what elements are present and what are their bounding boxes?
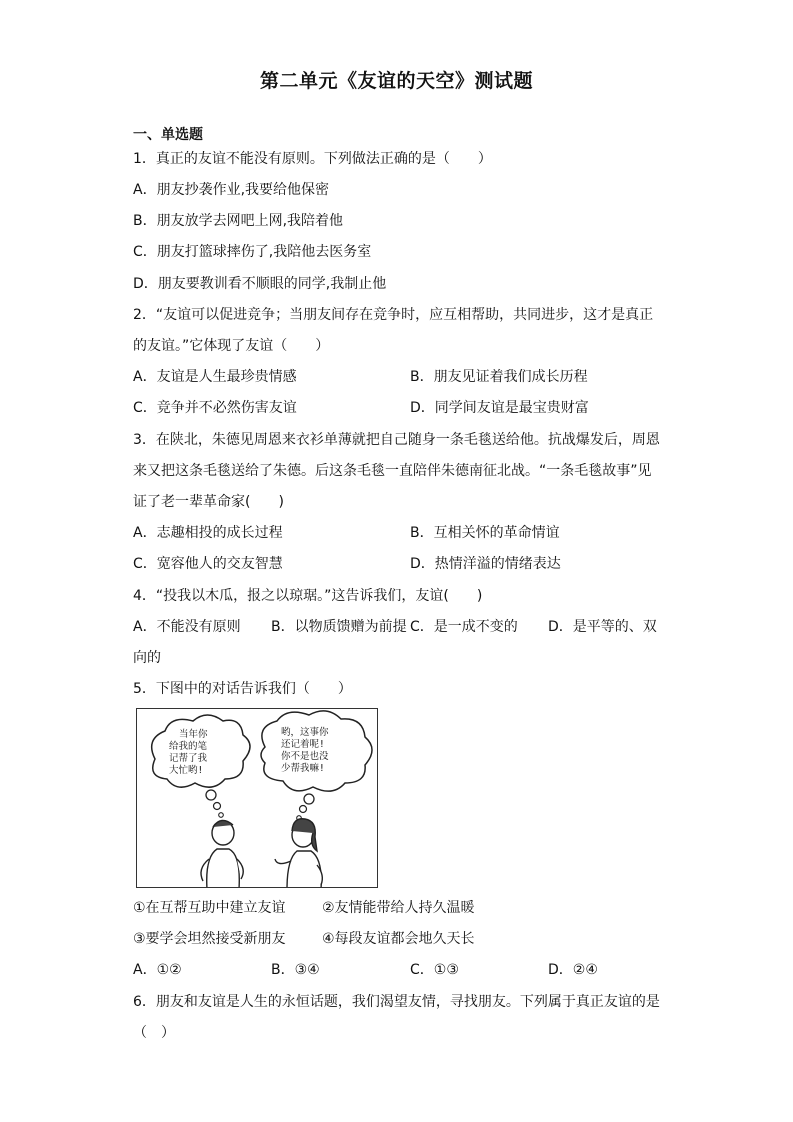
right-bubble-line: 少帮我嘛! bbox=[281, 763, 325, 774]
q3-stem-line2: 来又把这条毛毯送给了朱德。后这条毛毯一直陪伴朱德南征北战。“一条毛毯故事”见 bbox=[133, 463, 652, 479]
q2-stem-line1: 2．“友谊可以促进竞争；当朋友间存在竞争时，应互相帮助，共同进步，这才是真正 bbox=[133, 307, 654, 323]
q2-option-b: B．朋友见证着我们成长历程 bbox=[410, 369, 588, 385]
q5-statement-2: ②友情能带给人持久温暖 bbox=[322, 900, 475, 916]
right-bubble-text bbox=[281, 727, 329, 775]
left-bubble-line: 大忙哟! bbox=[169, 765, 204, 776]
left-bubble-line: 记帮了我 bbox=[169, 753, 208, 764]
right-bubble-line: 你不是也没 bbox=[281, 751, 329, 762]
q4-stem: 4．“投我以木瓜，报之以琼琚。”这告诉我们，友谊( ) bbox=[133, 588, 483, 604]
q1-stem: 1．真正的友谊不能没有原则。下列做法正确的是（ ） bbox=[133, 151, 492, 167]
q5-option-d: D．②④ bbox=[548, 962, 598, 978]
left-bubble-text bbox=[169, 729, 208, 777]
q3-stem-line1: 3．在陕北，朱德见周恩来衣衫单薄就把自己随身一条毛毯送给他。抗战爆发后，周恩 bbox=[133, 432, 660, 448]
q1-option-b: B．朋友放学去网吧上网,我陪着他 bbox=[133, 213, 344, 229]
q5-statement-4: ④每段友谊都会地久天长 bbox=[322, 931, 475, 947]
q6-stem-line1: 6．朋友和友谊是人生的永恒话题，我们渴望友情，寻找朋友。下列属于真正友谊的是 bbox=[133, 994, 660, 1010]
q2-option-d: D．同学间友谊是最宝贵财富 bbox=[410, 400, 589, 416]
q3-stem-line3: 证了老一辈革命家( ) bbox=[133, 494, 284, 510]
q1-option-c: C．朋友打篮球摔伤了,我陪他去医务室 bbox=[133, 244, 372, 260]
q5-option-a: A．①② bbox=[133, 962, 182, 978]
q2-option-c: C．竞争并不必然伤害友谊 bbox=[133, 400, 297, 416]
document-title: 第二单元《友谊的天空》测试题 bbox=[259, 70, 533, 92]
q5-statement-1: ①在互帮互助中建立友谊 bbox=[133, 900, 286, 916]
q3-option-d: D．热情洋溢的情绪表达 bbox=[410, 556, 561, 572]
q3-option-b: B．互相关怀的革命情谊 bbox=[410, 525, 560, 541]
q5-option-b: B．③④ bbox=[271, 962, 320, 978]
q5-stem: 5．下图中的对话告诉我们（ ） bbox=[133, 681, 352, 697]
q6-stem-line2: （ ） bbox=[133, 1025, 175, 1041]
q1-option-d: D．朋友要教训看不顺眼的同学,我制止他 bbox=[133, 276, 387, 292]
q3-option-a: A．志趣相投的成长过程 bbox=[133, 525, 283, 541]
q2-option-a: A．友谊是人生最珍贵情感 bbox=[133, 369, 297, 385]
q4-option-b: B．以物质馈赠为前提 bbox=[271, 619, 407, 635]
right-bubble-line: 还记着呢! bbox=[281, 739, 325, 750]
q4-option-a: A．不能没有原则 bbox=[133, 619, 241, 635]
q5-cartoon-image bbox=[136, 708, 378, 888]
q2-stem-line2: 的友谊。”它体现了友谊（ ） bbox=[133, 338, 330, 354]
left-bubble-line: 给我的笔 bbox=[169, 741, 208, 752]
q4-option-d: D．是平等的、双 bbox=[548, 619, 657, 635]
right-bubble-line: 哟，这事你 bbox=[281, 727, 329, 738]
q5-option-c: C．①③ bbox=[410, 962, 459, 978]
q3-option-c: C．宽容他人的交友智慧 bbox=[133, 556, 283, 572]
q5-statement-3: ③要学会坦然接受新朋友 bbox=[133, 931, 286, 947]
q1-option-a: A．朋友抄袭作业,我要给他保密 bbox=[133, 182, 330, 198]
left-bubble-line: 当年你 bbox=[179, 729, 208, 740]
q4-option-c: C．是一成不变的 bbox=[410, 619, 518, 635]
section-heading: 一、单选题 bbox=[133, 127, 203, 143]
q4-option-d-continued: 向的 bbox=[133, 650, 161, 666]
